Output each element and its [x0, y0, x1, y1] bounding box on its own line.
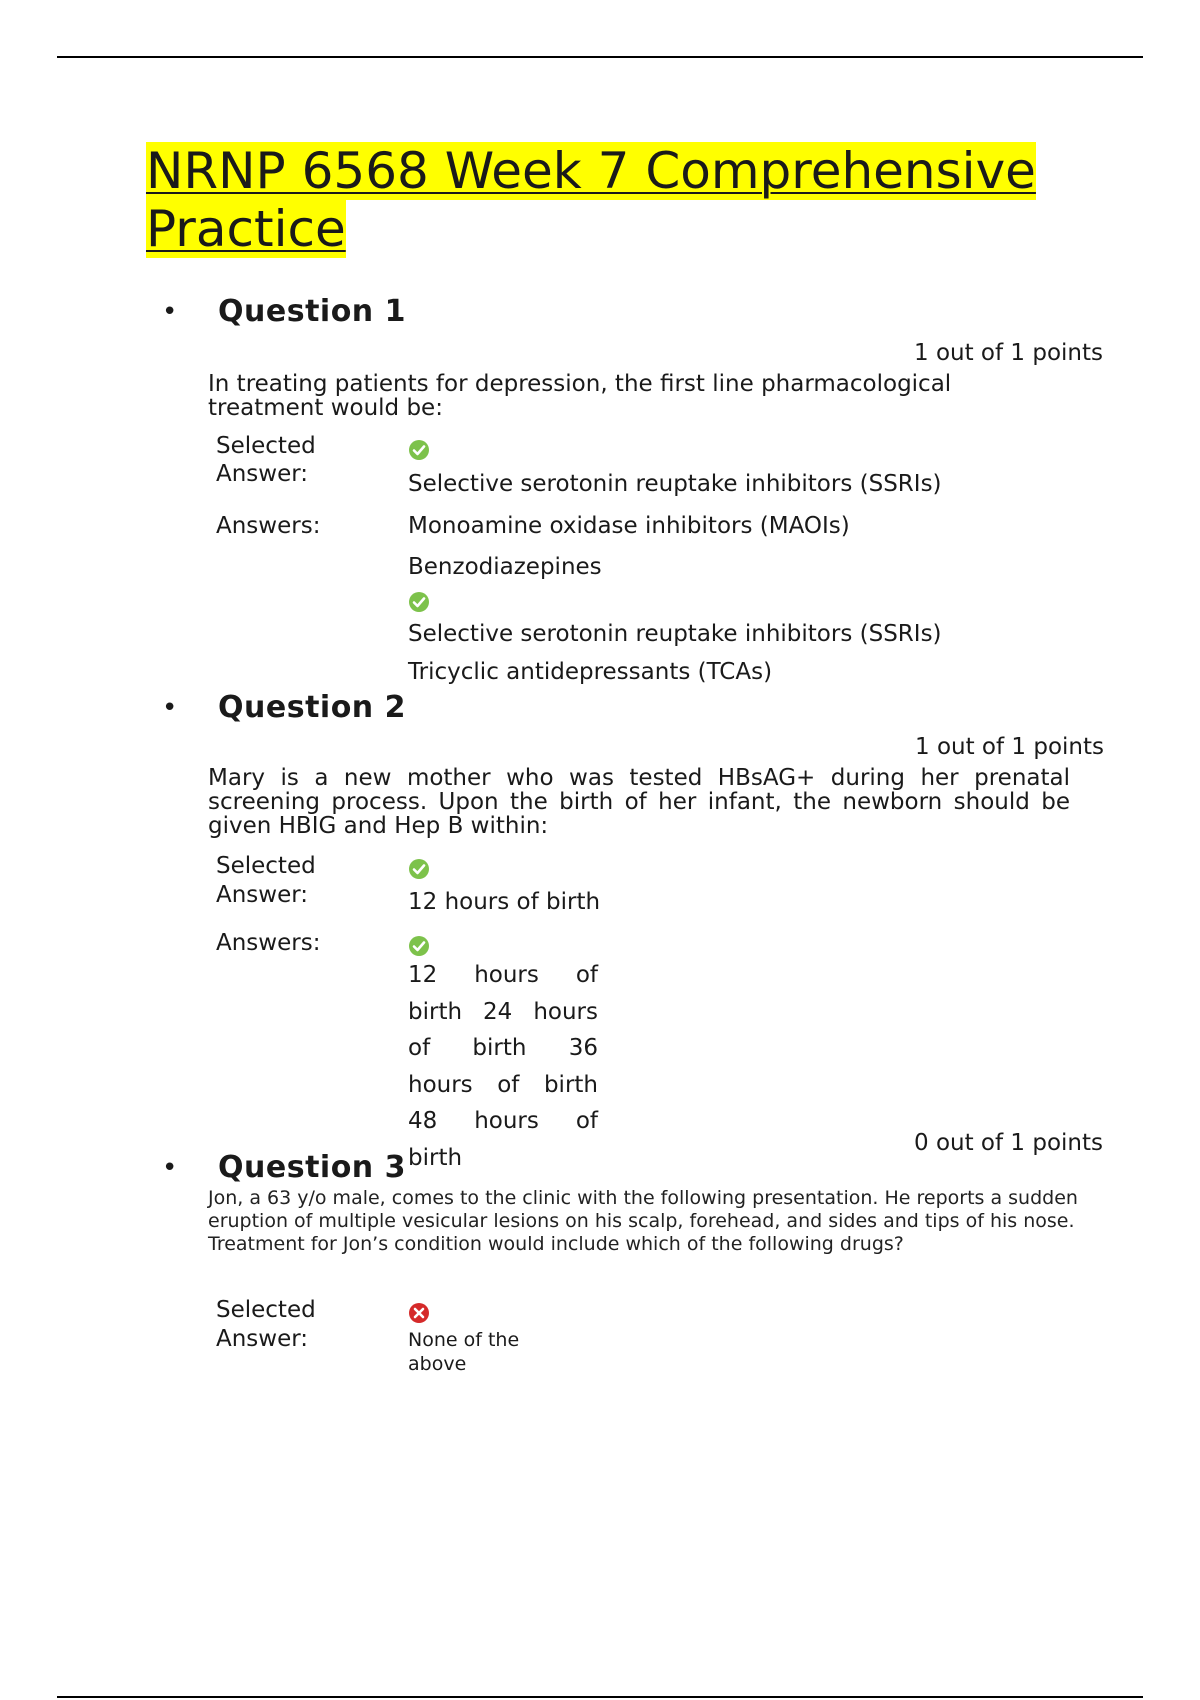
- answer-option: Tricyclic antidepressants (TCAs): [408, 659, 773, 685]
- selected-label: Selected: [216, 433, 316, 459]
- answer-line: hours of birth: [408, 1071, 598, 1098]
- answers-label: Answers:: [216, 513, 321, 539]
- question-points: 1 out of 1 points: [914, 340, 1103, 366]
- check-circle-icon: [408, 439, 430, 461]
- answer-label: Answer:: [216, 1326, 309, 1352]
- answer-line: 12 hours of: [408, 962, 598, 988]
- selected-answer-line: None of the: [408, 1329, 520, 1351]
- question-text: In treating patients for depression, the first line pharmacological treatment would be:: [208, 371, 952, 421]
- bullet: •: [162, 297, 178, 327]
- selected-label: Selected: [216, 1297, 316, 1323]
- selected-answer: Selective serotonin reuptake inhibitors (SSRIs): [408, 471, 942, 497]
- bottom-rule: [57, 1696, 1143, 1698]
- check-circle-icon: [408, 591, 430, 613]
- document-title: [146, 142, 1036, 258]
- selected-answer: 12 hours of birth: [408, 889, 601, 915]
- question-title: Question 3: [218, 1150, 406, 1185]
- title-line-2: Practice: [146, 200, 346, 258]
- x-circle-icon: [408, 1302, 430, 1324]
- bullet: •: [162, 693, 178, 723]
- answer-option-correct: Selective serotonin reuptake inhibitors (SSRIs): [408, 621, 942, 647]
- question-title: Question 2: [218, 690, 406, 725]
- answer-line: of birth 36: [408, 1035, 598, 1061]
- answers-label: Answers:: [216, 930, 321, 956]
- selected-label: Selected: [216, 853, 316, 879]
- answer-option: Monoamine oxidase inhibitors (MAOIs): [408, 513, 850, 539]
- question-text: Jon, a 63 y/o male, comes to the clinic with the following presentation. He reports a sudden eruption of multiple vesicular lesions on his scalp, forehead, and sides and tips of his nose. Treatment for Jon’s condition would include which of the following drugs?: [208, 1187, 1078, 1255]
- question-text: Mary is a new mother who was tested HBsAG+ during her prenatal screening process. Upon the birth of her infant, the newborn should be given HBIG and Hep B within:: [208, 765, 1070, 839]
- selected-answer-line: above: [408, 1353, 467, 1375]
- answer-option: Benzodiazepines: [408, 554, 602, 580]
- check-circle-icon: [408, 935, 430, 957]
- answer-line: birth: [408, 1144, 463, 1171]
- answer-line: 48 hours of: [408, 1108, 598, 1134]
- question-points: 1 out of 1 points: [915, 734, 1104, 760]
- check-circle-icon: [408, 858, 430, 880]
- answer-label: Answer:: [216, 461, 309, 487]
- top-rule: [57, 56, 1143, 58]
- answer-line: birth 24 hours: [408, 998, 598, 1025]
- answer-label: Answer:: [216, 882, 309, 908]
- question-points: 0 out of 1 points: [914, 1130, 1103, 1156]
- bullet: •: [162, 1153, 178, 1183]
- answer-options-block: [408, 957, 598, 1176]
- question-title: Question 1: [218, 294, 406, 329]
- title-line-1: NRNP 6568 Week 7 Comprehensive: [146, 142, 1036, 200]
